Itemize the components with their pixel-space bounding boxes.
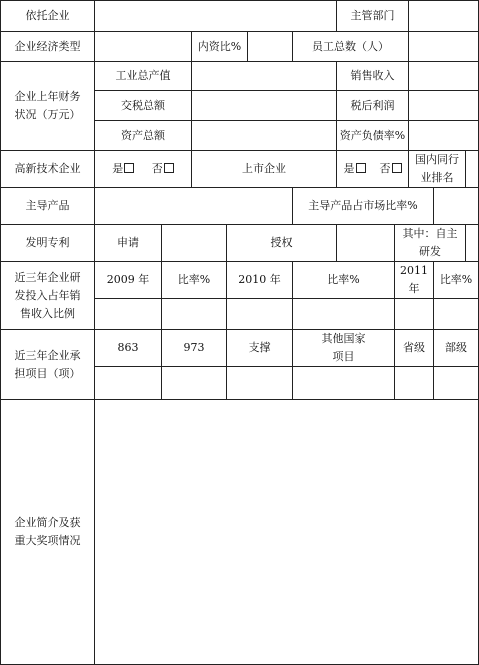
rd-year-2011: 2011 年 [395, 262, 434, 299]
patents-applied-field[interactable] [162, 225, 227, 262]
economic-type-field[interactable] [95, 32, 192, 62]
listed-no-label: 否 [379, 162, 391, 175]
patents-applied-label: 申请 [95, 225, 162, 262]
market-share-field[interactable] [434, 188, 479, 225]
rd-2010-ratio-field[interactable] [293, 299, 395, 330]
hightech-no-option[interactable] [152, 162, 174, 175]
main-products-label: 主导产品 [1, 188, 95, 225]
intro-awards-field[interactable] [95, 400, 479, 665]
patents-granted-field[interactable] [337, 225, 395, 262]
projects-863-label: 863 [95, 330, 162, 367]
industrial-output-label: 工业总产值 [95, 62, 192, 91]
after-tax-profit-field[interactable] [409, 91, 479, 121]
sales-income-label: 销售收入 [337, 62, 409, 91]
listed-no-option[interactable] [380, 162, 402, 175]
finance-status-label: 企业上年财务 状况（万元） [1, 62, 95, 151]
projects-ministerial-label: 部级 [434, 330, 479, 367]
debt-ratio-field[interactable] [409, 121, 479, 151]
projects-provincial-label: 省级 [395, 330, 434, 367]
hightech-yes-option[interactable] [112, 162, 134, 175]
hightech-no-label: 否 [151, 162, 163, 175]
projects-ministerial-field[interactable] [434, 367, 479, 400]
market-share-label: 主导产品占市场比率% [293, 188, 434, 225]
sponsor-company-label: 依托企业 [1, 1, 95, 32]
row-economic-type [1, 32, 479, 62]
sponsor-company-field[interactable] [95, 1, 337, 32]
supervisor-dept-label: 主管部门 [337, 1, 409, 32]
row-hightech [1, 151, 479, 188]
domestic-rank-field[interactable] [466, 151, 479, 188]
rd-ratio-2011-label: 比率% [434, 262, 479, 299]
rd-year-2009: 2009 年 [95, 262, 162, 299]
listed-yes-option[interactable] [344, 162, 366, 175]
main-products-field[interactable] [95, 188, 293, 225]
projects-other-national-field[interactable] [293, 367, 395, 400]
patents-label: 发明专利 [1, 225, 95, 262]
debt-ratio-label: 资产负债率% [337, 121, 409, 151]
intro-awards-label: 企业简介及获 重大奖项情况 [1, 400, 95, 665]
economic-type-label: 企业经济类型 [1, 32, 95, 62]
industrial-output-field[interactable] [192, 62, 337, 91]
hightech-yes-label: 是 [112, 162, 124, 175]
projects-provincial-field[interactable] [395, 367, 434, 400]
listed-yes-checkbox[interactable] [356, 163, 366, 173]
row-products [1, 188, 479, 225]
listed-yes-label: 是 [343, 162, 355, 175]
listed-options [337, 151, 409, 188]
tax-paid-label: 交税总额 [95, 91, 192, 121]
patents-self-dev-label: 其中：自主 研发 [395, 225, 466, 262]
row-finance-1 [1, 62, 479, 91]
rd-2010-value-field[interactable] [227, 299, 293, 330]
projects-support-field[interactable] [227, 367, 293, 400]
projects-support-label: 支撑 [227, 330, 293, 367]
rd-2011-ratio-field[interactable] [434, 299, 479, 330]
rd-2009-value-field[interactable] [95, 299, 162, 330]
row-patents [1, 225, 479, 262]
after-tax-profit-label: 税后利润 [337, 91, 409, 121]
projects-label: 近三年企业承 担项目（项） [1, 330, 95, 400]
listed-no-checkbox[interactable] [392, 163, 402, 173]
domestic-ratio-field[interactable] [248, 32, 293, 62]
rd-2011-value-field[interactable] [395, 299, 434, 330]
total-assets-label: 资产总额 [95, 121, 192, 151]
row-rd-headers [1, 262, 479, 299]
sales-income-field[interactable] [409, 62, 479, 91]
rd-year-2010: 2010 年 [227, 262, 293, 299]
hightech-yes-checkbox[interactable] [124, 163, 134, 173]
rd-ratio-label: 近三年企业研 发投入占年销 售收入比例 [1, 262, 95, 330]
rd-ratio-2010-label: 比率% [293, 262, 395, 299]
rd-2009-ratio-field[interactable] [162, 299, 227, 330]
row-intro [1, 400, 479, 665]
hightech-options [95, 151, 192, 188]
listed-company-label: 上市企业 [192, 151, 337, 188]
patents-self-dev-field[interactable] [466, 225, 479, 262]
tax-paid-field[interactable] [192, 91, 337, 121]
projects-973-field[interactable] [162, 367, 227, 400]
employee-count-label: 员工总数（人） [293, 32, 409, 62]
hightech-label: 高新技术企业 [1, 151, 95, 188]
row-projects-headers [1, 330, 479, 367]
projects-973-label: 973 [162, 330, 227, 367]
rd-ratio-2009-label: 比率% [162, 262, 227, 299]
hightech-no-checkbox[interactable] [164, 163, 174, 173]
projects-other-national-label: 其他国家 项目 [293, 330, 395, 367]
patents-granted-label: 授权 [227, 225, 337, 262]
row-sponsor [1, 1, 479, 32]
total-assets-field[interactable] [192, 121, 337, 151]
domestic-ratio-label: 内资比% [192, 32, 248, 62]
domestic-rank-label: 国内同行 业排名 [409, 151, 466, 188]
projects-863-field[interactable] [95, 367, 162, 400]
supervisor-dept-field[interactable] [409, 1, 479, 32]
employee-count-field[interactable] [409, 32, 479, 62]
